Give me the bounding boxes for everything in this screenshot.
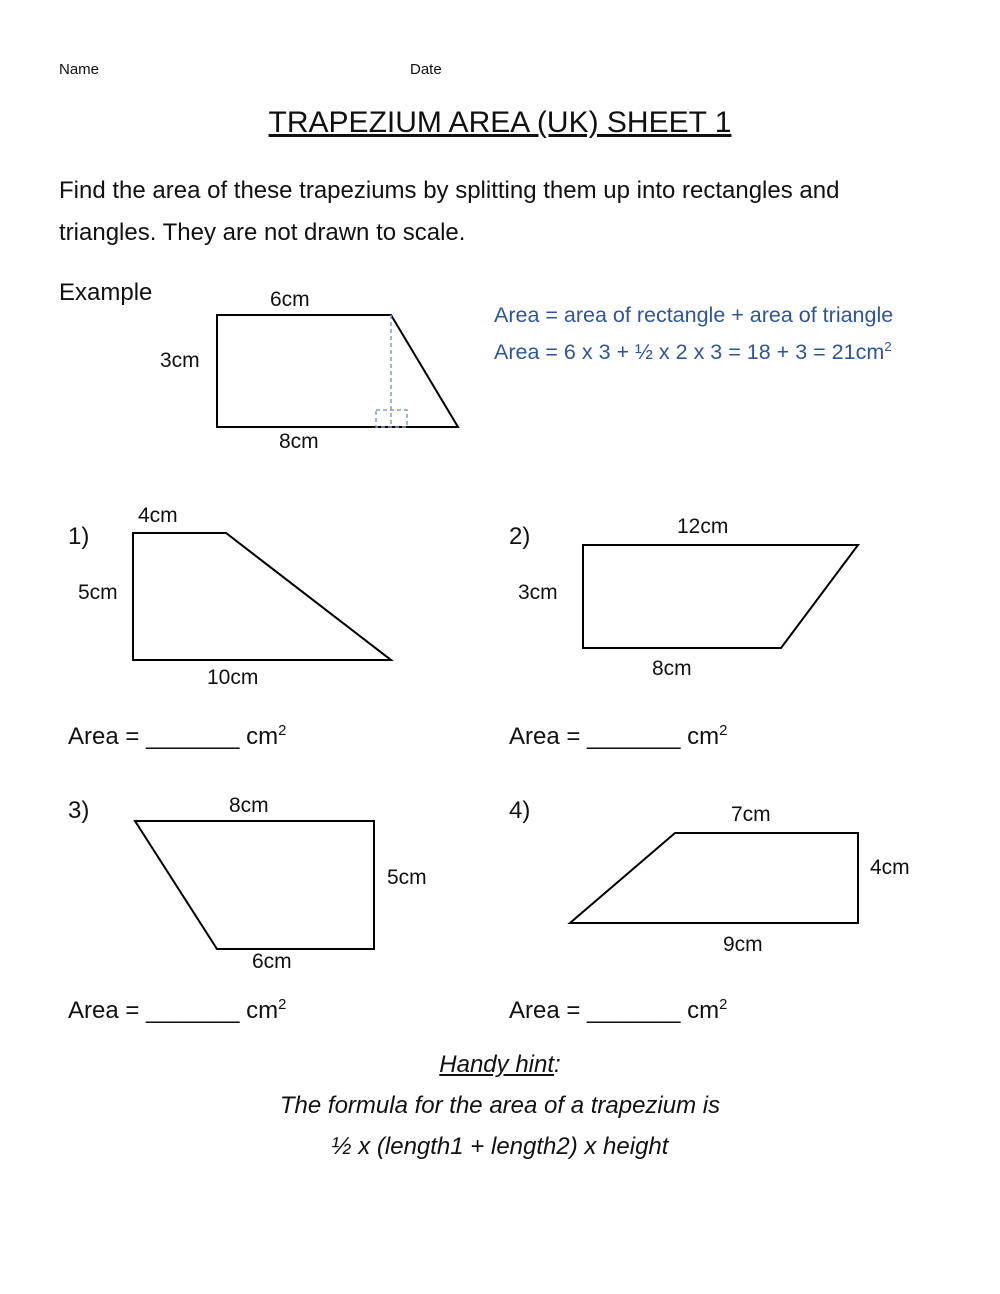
problem-1-side-label: 5cm (78, 581, 118, 604)
problem-2-number: 2) (509, 523, 531, 550)
trapezium-3 (135, 821, 374, 949)
problem-1-number: 1) (68, 523, 90, 550)
hint-line-1: The formula for the area of a trapezium is (279, 1092, 721, 1119)
problem-4-bottom-label: 9cm (723, 933, 763, 956)
problem-2-side-label: 3cm (518, 581, 558, 604)
hint-heading: Handy hint: (439, 1051, 561, 1078)
problem-4-side-label: 4cm (870, 856, 910, 879)
problem-3-bottom-label: 6cm (252, 950, 292, 973)
problem-3-top-label: 8cm (229, 794, 269, 817)
example-explanation-2: Area = 6 x 3 + ½ x 2 x $3 = 18 + 3 = 21cm^2$ (494, 338, 892, 364)
problem-2-area-answer: Area = _______ $cm^2$ (509, 723, 728, 750)
trapezium-2 (583, 545, 858, 648)
page-title: TRAPEZIUM AREA (UK) SHEET 1 (268, 106, 732, 139)
trapezium-1 (133, 533, 391, 660)
problem-4-number: 4) (509, 797, 531, 824)
example-explanation-1: Area = area of rectangle + area of triangle (494, 303, 894, 327)
trapezium-4 (570, 833, 858, 923)
problem-4-top-label: 7cm (731, 803, 771, 826)
problem-1-top-label: 4cm (138, 504, 178, 527)
problem-3-number: 3) (68, 797, 90, 824)
example-side-label: 3cm (160, 349, 200, 372)
problem-3-side-label: 5cm (387, 866, 427, 889)
problem-1-area-answer: Area = _______ $cm^2$ (68, 723, 287, 750)
date-label: Date (410, 61, 442, 78)
name-label: Name (59, 61, 100, 78)
instructions: Find the area of these trapeziums by splitting them up into rectangles and triangles. They are not drawn to scale. (59, 177, 840, 246)
example-trapezium (217, 315, 458, 427)
example-heading: Example (59, 279, 153, 306)
problem-2-top-label: 12cm (677, 515, 729, 538)
problem-1-bottom-label: 10cm (207, 666, 259, 689)
example-top-label: 6cm (270, 288, 310, 311)
example-bottom-label: 8cm (279, 430, 319, 453)
problem-3-area-answer: Area = _______ $cm^2$ (68, 997, 287, 1024)
hint-line-2: ½ x (length1 + length2) x height (331, 1133, 669, 1160)
example-right-angle-mark (376, 410, 407, 427)
problem-2-bottom-label: 8cm (652, 657, 692, 680)
problem-4-area-answer: Area = _______ $cm^2$ (509, 997, 728, 1024)
